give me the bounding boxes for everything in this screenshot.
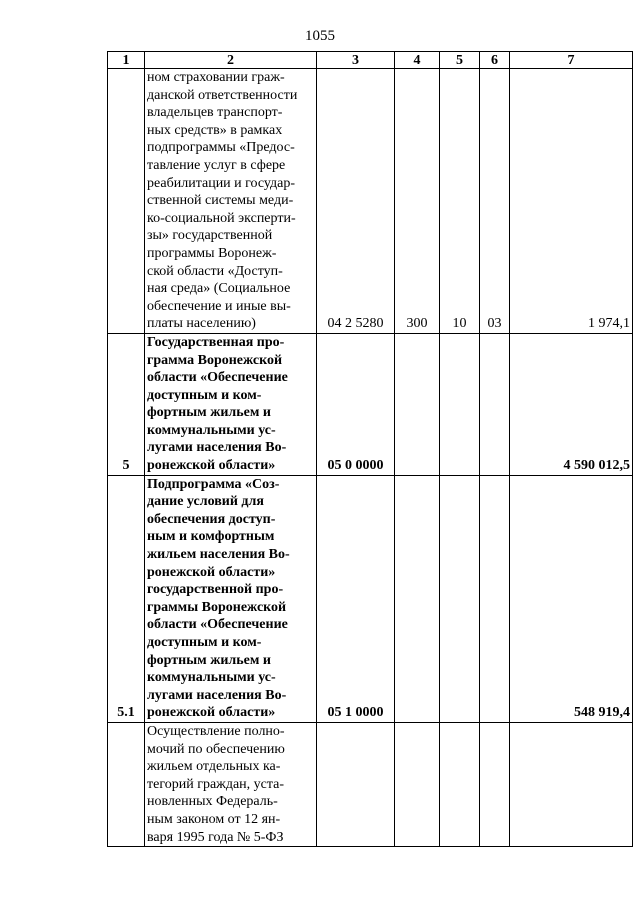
section-code (440, 333, 480, 475)
row-name-line: фортным жильем и (147, 405, 271, 421)
row-name-line: лугами населения Во- (147, 687, 287, 703)
row-name-line: владельцев транспорт- (147, 105, 283, 121)
row-name-line: подпрограммы «Предос- (147, 140, 295, 156)
row-name-line: новленных Федераль- (147, 794, 278, 810)
row-name-line: ко-социальной эксперти- (147, 210, 296, 226)
row-name-line: коммунальными ус- (147, 422, 276, 438)
row-name-line: ронежской области» (147, 705, 276, 721)
section-code: 10 (440, 69, 480, 334)
column-header: 6 (480, 52, 510, 69)
row-name-line: фортным жильем и (147, 652, 271, 668)
table-row (108, 333, 633, 475)
column-header: 5 (440, 52, 480, 69)
row-name-line: обеспечения доступ- (147, 511, 276, 527)
amount: 4 590 012,5 (510, 333, 633, 475)
row-name-line: данской ответственности (147, 87, 298, 103)
row-name-line: варя 1995 года № 5-ФЗ (147, 829, 284, 845)
row-name-line: тегорий граждан, уста- (147, 776, 285, 792)
expense-type-code (395, 475, 440, 722)
row-name-line: ской области «Доступ- (147, 263, 283, 279)
subsection-code (480, 333, 510, 475)
row-name-line: области «Обеспечение (147, 617, 288, 633)
target-article-code: 05 1 0000 (317, 475, 395, 722)
table-row (108, 475, 633, 722)
row-name (145, 333, 317, 475)
row-number: 5.1 (108, 475, 145, 722)
row-name-line: зы» государственной (147, 228, 273, 244)
row-name-line: тавление услуг в сфере (147, 157, 286, 173)
row-number: 5 (108, 333, 145, 475)
row-name (145, 722, 317, 846)
target-article-code: 04 2 5280 (317, 69, 395, 334)
row-name-line: ном страховании граж- (147, 70, 285, 85)
row-name (145, 475, 317, 722)
row-name-line: платы населению) (147, 316, 256, 332)
table-row (108, 722, 633, 846)
row-name-line: грамма Воронежской (147, 352, 283, 368)
row-name-line: граммы Воронежской (147, 599, 287, 615)
row-name-line: дание условий для (147, 494, 264, 510)
subsection-code: 03 (480, 69, 510, 334)
row-name-line: коммунальными ус- (147, 670, 276, 686)
row-name-line: ронежской области» (147, 458, 276, 474)
column-header: 7 (510, 52, 633, 69)
row-name-line: мочий по обеспечению (147, 741, 285, 757)
subsection-code (480, 475, 510, 722)
row-name-line: ронежской области» (147, 564, 276, 580)
amount: 548 919,4 (510, 475, 633, 722)
expense-type-code (395, 722, 440, 846)
row-name-line: жильем населения Во- (147, 547, 290, 563)
expense-type-code: 300 (395, 69, 440, 334)
row-name-line: доступным и ком- (147, 635, 262, 650)
amount: 1 974,1 (510, 69, 633, 334)
row-name-line: реабилитации и государ- (147, 175, 296, 191)
row-name-line: Государственная про- (147, 334, 285, 350)
section-code (440, 722, 480, 846)
target-article-code: 05 0 0000 (317, 333, 395, 475)
page-number: 1055 (305, 28, 335, 44)
row-name-line: области «Обеспечение (147, 370, 288, 386)
row-name-line: Подпрограмма «Соз- (147, 476, 280, 492)
column-header: 1 (108, 52, 145, 69)
row-name-line: программы Воронеж- (147, 245, 277, 261)
row-name-line: лугами населения Во- (147, 440, 287, 456)
row-name-line: жильем отдельных ка- (147, 759, 281, 775)
row-name-line: ным и комфортным (147, 529, 275, 545)
subsection-code (480, 722, 510, 846)
expense-type-code (395, 333, 440, 475)
row-name (145, 69, 317, 334)
section-code (440, 475, 480, 722)
header-row (108, 52, 633, 69)
row-name-line: ных средств» в рамках (147, 122, 283, 138)
column-header: 3 (317, 52, 395, 69)
column-header: 2 (145, 52, 317, 69)
target-article-code (317, 722, 395, 846)
amount (510, 722, 633, 846)
row-name-line: обеспечение и иные вы- (147, 298, 291, 314)
row-name-line: ственной системы меди- (147, 193, 294, 209)
row-number (108, 69, 145, 334)
row-name-line: доступным и ком- (147, 387, 262, 403)
budget-table (107, 51, 633, 847)
row-name-line: Осуществление полно- (147, 723, 285, 739)
row-name-line: государственной про- (147, 582, 284, 598)
row-name-line: ным законом от 12 ян- (147, 811, 281, 827)
table-row (108, 69, 633, 334)
row-name-line: ная среда» (Социальное (147, 281, 291, 297)
column-header: 4 (395, 52, 440, 69)
row-number (108, 722, 145, 846)
